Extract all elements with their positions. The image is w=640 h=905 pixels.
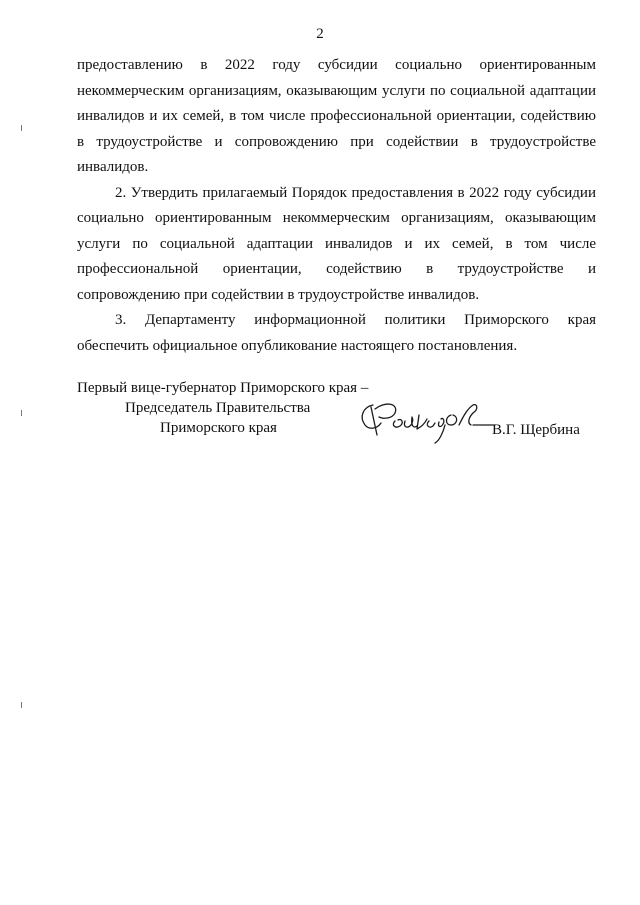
signatory-position-line-1: Первый вице-губернатор Приморского края –: [77, 380, 369, 396]
paragraph-1-line-2: некоммерческим организациям, оказывающим услуги по социальной адаптации: [77, 82, 596, 99]
handwritten-signature: [355, 395, 515, 447]
signatory-name: В.Г. Щербина: [492, 422, 580, 438]
signature-block: [77, 380, 602, 440]
margin-mark: [21, 125, 22, 131]
paragraph-3: 3. Департаменту информационной политики Приморского края обеспечить официальное опубликование настоящего постановления.: [77, 312, 596, 354]
paragraph-2: 2. Утвердить прилагаемый Порядок предоставления в 2022 году субсидии социально ориентированным некоммерческим организациям, оказывающим услуги по социальной адаптации инвалидов и их семей, в том числе профессиональной ориентации, содействию в трудоустройстве и сопровождению при содействии в трудоустройстве инвалидов.: [77, 184, 596, 303]
signatory-position-line-2: Председатель Правительства: [125, 400, 311, 416]
paragraph-1-line-1: предоставлению в 2022 году субсидии социально ориентированным: [77, 57, 596, 73]
margin-mark: [21, 702, 22, 708]
signatory-position-line-3: Приморского края: [160, 420, 277, 436]
page-number: 2: [316, 26, 324, 42]
document-body: [77, 53, 596, 359]
margin-mark: [21, 410, 22, 416]
paragraph-1-rest: инвалидов и их семей, в том числе профессиональной ориентации, содействию в трудоустройстве и сопровождению при содействии в трудоустройстве инвалидов.: [77, 108, 596, 175]
paragraph-1: [77, 53, 596, 181]
